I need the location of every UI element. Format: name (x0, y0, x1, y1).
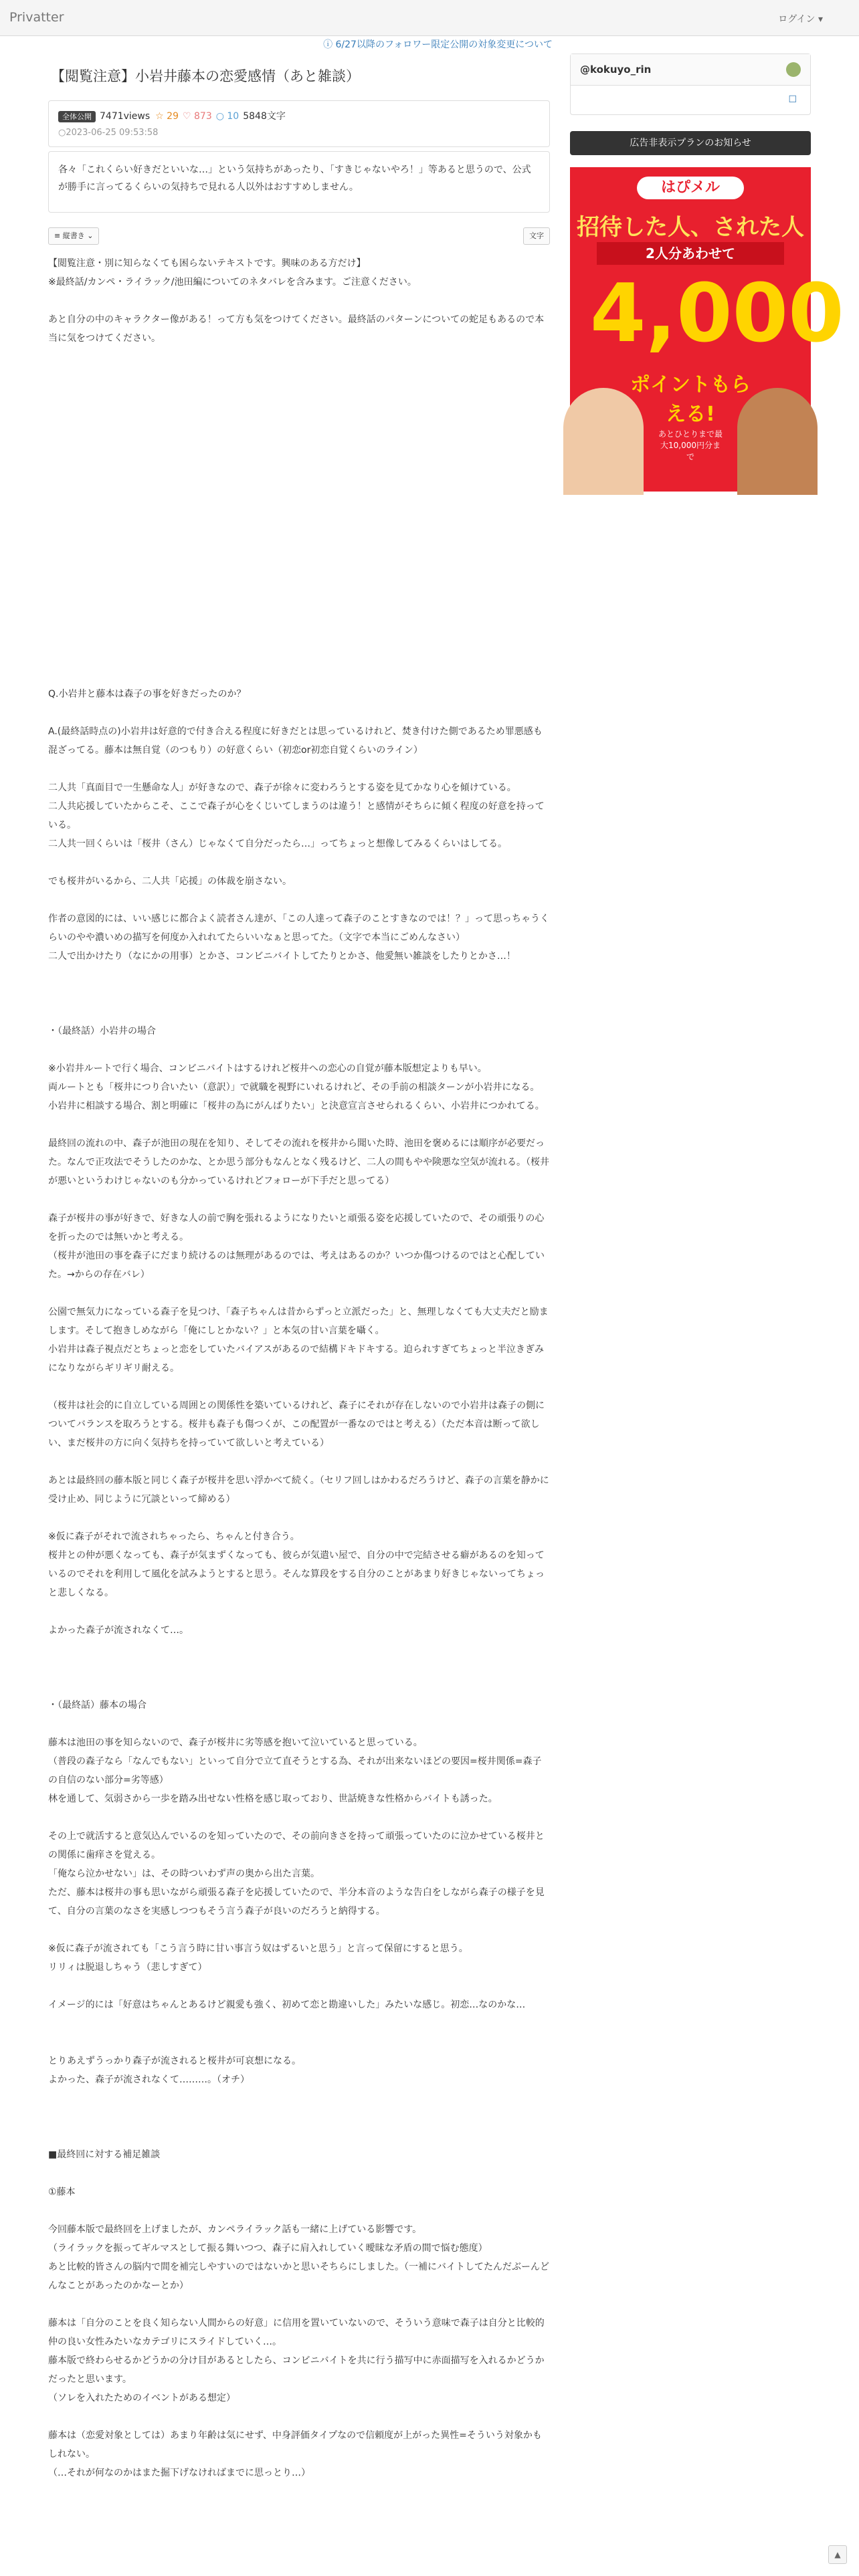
comment-count[interactable]: ○ 10 (215, 111, 240, 122)
user-box-icon[interactable]: ☐ (788, 94, 797, 105)
advertisement-banner[interactable] (570, 167, 844, 492)
post-body-main: Q.小岩井と藤本は森子の事を好きだったのか？ A.(最終話時点の)小岩井は好意的で付き合える程度に好きだとは思っているけれど、焚き付けた側であるため罪悪感も混ざってる。藤本は無自覚（のつもり）の好意くらい（初恋or初恋自覚くらいのライン） 二人共「真面目で一生懸命な人」が好きなので、森子が徐々に変わろうとする姿を見てかなり心を傾けている。 二人共応援していたからこそ、ここで森子が心をくじいてしまうのは違う！と感情がそちらに傾く程度の好意を持っている。 二人共一回くらいは「桜井（さん）じゃなくて自分だったら…」ってちょっと想像してみるくらいはしてる。 でも桜井がいるから、二人共「応援」の体裁を崩さない。 作者の意図的には、いい感じに都合よく読者さん達が、「この人達って森子のことすきなのでは！？」って思っちゃうくらいのやや濃いめの描写を何度か入れれてたらいいなぁと思ってた。（文字で本当にごめんなさい） 二人で出かけたり（なにかの用事）とかさ、コンビニバイトしてたりとかさ、他愛無い雑談をしたりとかさ…！ ・（最終話）小岩井の場合 ※小岩井ルートで行く場合、コンビニバイトはするけれど桜井への恋心の自覚が藤本版想定よりも早い。 両ルートとも「桜井につり合いたい（意訳）」で就職を視野にいれるけれど、その手前の相談ターンが小岩井になる。 小岩井に相談する場合、割と明確に「桜井の為にがんばりたい」と決意宣言させられるくらい、小岩井につかれてる。 最終回の流れの中、森子が池田の現在を知り、そしてその流れを桜井から聞いた時、池田を褒めるには順序が必要だった。なんで正攻法でそうしたのかな、とか思う部分もなんとなく残るけど、二人の間もやや険悪な空気が流れる。（桜井が悪いというわけじゃないのも分かっているけれどフォローが下手だと思ってる） 森子が桜井の事が好きで、好きな人の前で胸を張れるようになりたいと頑張る姿を応援していたので、その頑張りの心を折ったのでは無いかと考える。 （桜井が池田の事を森子にだまり続けるのは無理があるのでは、考えはあるのか？いつか傷つけるのではと心配していた。→からの存在バレ） 公園で無気力になっている森子を見つけ、「森子ちゃんは昔からずっと立派だった」と、無理しなくても大丈夫だと励まします。そして抱きしめながら「俺にしとかない？」と本気の甘い言葉を囁く。 小岩井は森子視点だとちょっと恋をしていたバイアスがあるので結構ドキドキする。迫られすぎてちょっと半泣きぎみになりながらギリギリ耐える。 （桜井は社会的に自立している周囲との関係性を築いているけれど、森子にそれが存在しないので小岩井は森子の側についてバランスを取ろうとする。桜井も森子も傷つくが、この配置が一番なのではと考える）（ただ本音は断って欲しい、まだ桜井の方に向く気持ちを持っていて欲しいと考えている） あとは最終回の藤本版と同じく森子が桜井を思い浮かべて続く。（セリフ回しはかわるだろうけど、森子の言葉を静かに受け止め、同じように冗談といって締める） ※仮に森子がそれで流されちゃったら、ちゃんと付き合う。 桜井との仲が悪くなっても、森子が気まずくなっても、彼らが気遣い屋で、自分の中で完結させる癖があるのを知っているのでそれを利用して風化を試みようとすると思う。そんな算段をする自分のことがあまり好きじゃないってちょっと悲しくなる。 よかった森子が流されなくて…。 ・（最終話）藤本の場合 藤本は池田の事を知らないので、森子が桜井に劣等感を抱いて泣いていると思っている。 （普段の森子なら「なんでもない」といって自分で立て直そうとする為、それが出来ないほどの要因=桜井関係=森子の自信のない部分=劣等感） 林を通して、気弱さから一歩を踏み出せない性格を感じ取っており、世話焼きな性格からバイトも誘った。 その上で就活すると意気込んでいるのを知っていたので、その前向きさを持って頑張っていたのに泣かせている桜井との関係に歯痒さを覚える。 「俺なら泣かせない」は、その時ついわず声の奥から出た言葉。 ただ、藤本は桜井の事も思いながら頑張る森子を応援していたので、半分本音のような告白をしながら森子の様子を見て、自分の言葉のなさを実感しつつもそう言う森子が良いのだろうと納得する。 ※仮に森子が流されても「こう言う時に甘い事言う奴はずるいと思う」と言って保留にすると思う。 リリィは脱退しちゃう（悲しすぎて） イメージ的には「好意はちゃんとあるけど親愛も強く、初めて恋と勘違いした」みたいな感じ。初恋…なのかな… とりあえずうっかり森子が流されると桜井が可哀想になる。 よかった、森子が流されなくて………。（オチ） ■最終回に対する補足雑談 ①藤本 今回藤本版で最終回を上げましたが、カンペライラック話も一緒に上げている影響です。 （ライラックを振ってギルマスとして振る舞いつつ、森子に肩入れしていく曖昧な矛盾の間で悩む態度） あと比較的皆さんの脳内で間を補完しやすいのではないかと思いそちらにしました。（一補にバイトしてたんだぶーんどんなことがあったのかなーとか） 藤本は「自分のことを良く知らない人間からの好意」に信用を置いていないので、そういう意味で森子は自分と比較的仲の良い女性みたいなカテゴリにスライドしていく…。 藤本版で終わらせるかどうかの分け目があるとしたら、コンビニバイトを共に行う描写中に赤面描写を入れるかどうかだったと思います。 （ソレを入れたためのイベントがある想定） 藤本は（恋愛対象としては）あまり年齢は気にせず、中身評価タイプなので信頼度が上がった異性=そういう対象かもしれない。 （…それが何なのかはまた掘下げなければまでに思っとり…） (48, 689, 549, 2478)
ad-headline: 招待した人、された人 (577, 214, 804, 241)
post-meta (48, 100, 550, 147)
post-title: 【閲覧注意】小岩井藤本の恋愛感情（あと雑談） (51, 68, 360, 84)
visibility-badge: 全体公開 (58, 111, 96, 122)
brand-logo[interactable]: Privatter (9, 10, 64, 25)
fav-count[interactable]: ☆ 29 (155, 111, 179, 122)
scroll-to-top-button[interactable]: ▲ (828, 2545, 847, 2564)
ad-points-text: ポイントもらえる! (630, 373, 751, 426)
ad-subheadline: 2人分あわせて (597, 242, 784, 265)
post-date: ○2023-06-25 09:53:58 (58, 128, 159, 138)
heart-count[interactable]: ♡ 873 (183, 111, 212, 122)
notice-link[interactable]: ⓘ 6/27以降のフォロワー限定公開の対象変更について (323, 39, 553, 50)
username[interactable]: @kokuyo_rin (580, 64, 652, 76)
reading-toolbar (48, 227, 550, 246)
avatar[interactable] (786, 62, 801, 77)
vertical-writing-button[interactable]: ≡ 縦書き ⌄ (48, 227, 99, 245)
ad-person-right (737, 388, 818, 495)
navbar (0, 0, 859, 36)
ad-logo: はぴメル (637, 177, 744, 199)
ad-note: あとひとりまで最大10,000円分まで (658, 429, 723, 461)
user-panel (570, 53, 811, 115)
post-description: 各々「これくらい好きだといいな…」という気持ちがあったり、「すきじゃないやろ！」等あると思うので、公式が勝手に言ってるくらいの気持ちで見れる人以外はおすすめしません。 (48, 151, 550, 213)
char-count: 5848文字 (243, 111, 286, 122)
views-count: 7471views (100, 111, 151, 122)
font-size-button[interactable]: 文字 (523, 227, 550, 245)
ad-free-plan-button[interactable]: 広告非表示プランのお知らせ (570, 131, 811, 155)
ad-amount: 4,000 (590, 267, 844, 360)
post-body-intro: 【閲覧注意・別に知らなくても困らないテキストです。興味のある方だけ】 ※最終話/カンペ・ライラック/池田編についてのネタバレを含みます。ご注意ください。 あと自分の中のキャラクター像がある！って方も気をつけてください。最終話のパターンについての蛇足もあるので本当に気をつけてください。 (48, 258, 545, 344)
ad-person-left (563, 388, 644, 495)
login-dropdown[interactable]: ログイン ▾ (778, 14, 823, 25)
